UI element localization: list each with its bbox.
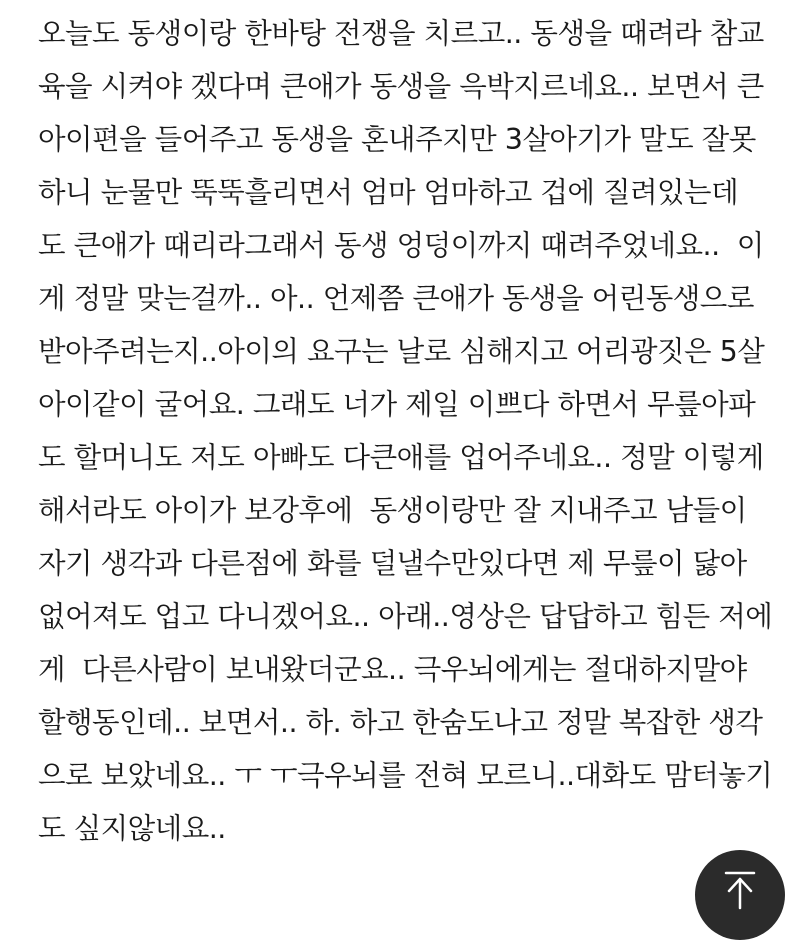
post-line: 도 싶지않네요..	[38, 812, 226, 845]
post-line: 육을 시켜야 겠다며 큰애가 동생을 윽박지르네요.. 보면서 큰	[38, 70, 764, 103]
post-line: 도 큰애가 때리라그래서 동생 엉덩이까지 때려주었네요.. 이	[38, 229, 764, 262]
post-line: 도 할머니도 저도 아빠도 다큰애를 업어주네요.. 정말 이렇게	[38, 441, 764, 474]
post-line: 아이같이 굴어요. 그래도 너가 제일 이쁘다 하면서 무릎아파	[38, 388, 756, 421]
post-line: 하니 눈물만 뚝뚝흘리면서 엄마 엄마하고 겁에 질려있는데	[38, 176, 739, 209]
scroll-to-top-button[interactable]	[695, 850, 785, 940]
post-line: 으로 보았네요.. ㅜ ㅜ극우뇌를 전혀 모르니..대화도 맘터놓기	[38, 759, 773, 792]
post-line: 오늘도 동생이랑 한바탕 전쟁을 치르고.. 동생을 때려라 참교	[38, 17, 764, 50]
post-line: 해서라도 아이가 보강후에 동생이랑만 잘 지내주고 남들이	[38, 494, 747, 527]
post-line: 아이편을 들어주고 동생을 혼내주지만 3살아기가 말도 잘못	[38, 123, 756, 156]
post-line: 게 정말 맞는걸까.. 아.. 언제쯤 큰애가 동생을 어린동생으로	[38, 282, 754, 315]
post-line: 할행동인데.. 보면서.. 하. 하고 한숨도나고 정말 복잡한 생각	[38, 706, 763, 739]
post-line: 자기 생각과 다른점에 화를 덜낼수만있다면 제 무릎이 닳아	[38, 547, 747, 580]
post-line: 게 다른사람이 보내왔더군요.. 극우뇌에게는 절대하지말야	[38, 653, 747, 686]
arrow-up-icon	[722, 870, 758, 910]
post-line: 받아주려는지..아이의 요구는 날로 심해지고 어리광짓은 5살	[38, 335, 765, 368]
post-line: 없어져도 업고 다니겠어요.. 아래..영상은 답답하고 힘든 저에	[38, 600, 773, 633]
